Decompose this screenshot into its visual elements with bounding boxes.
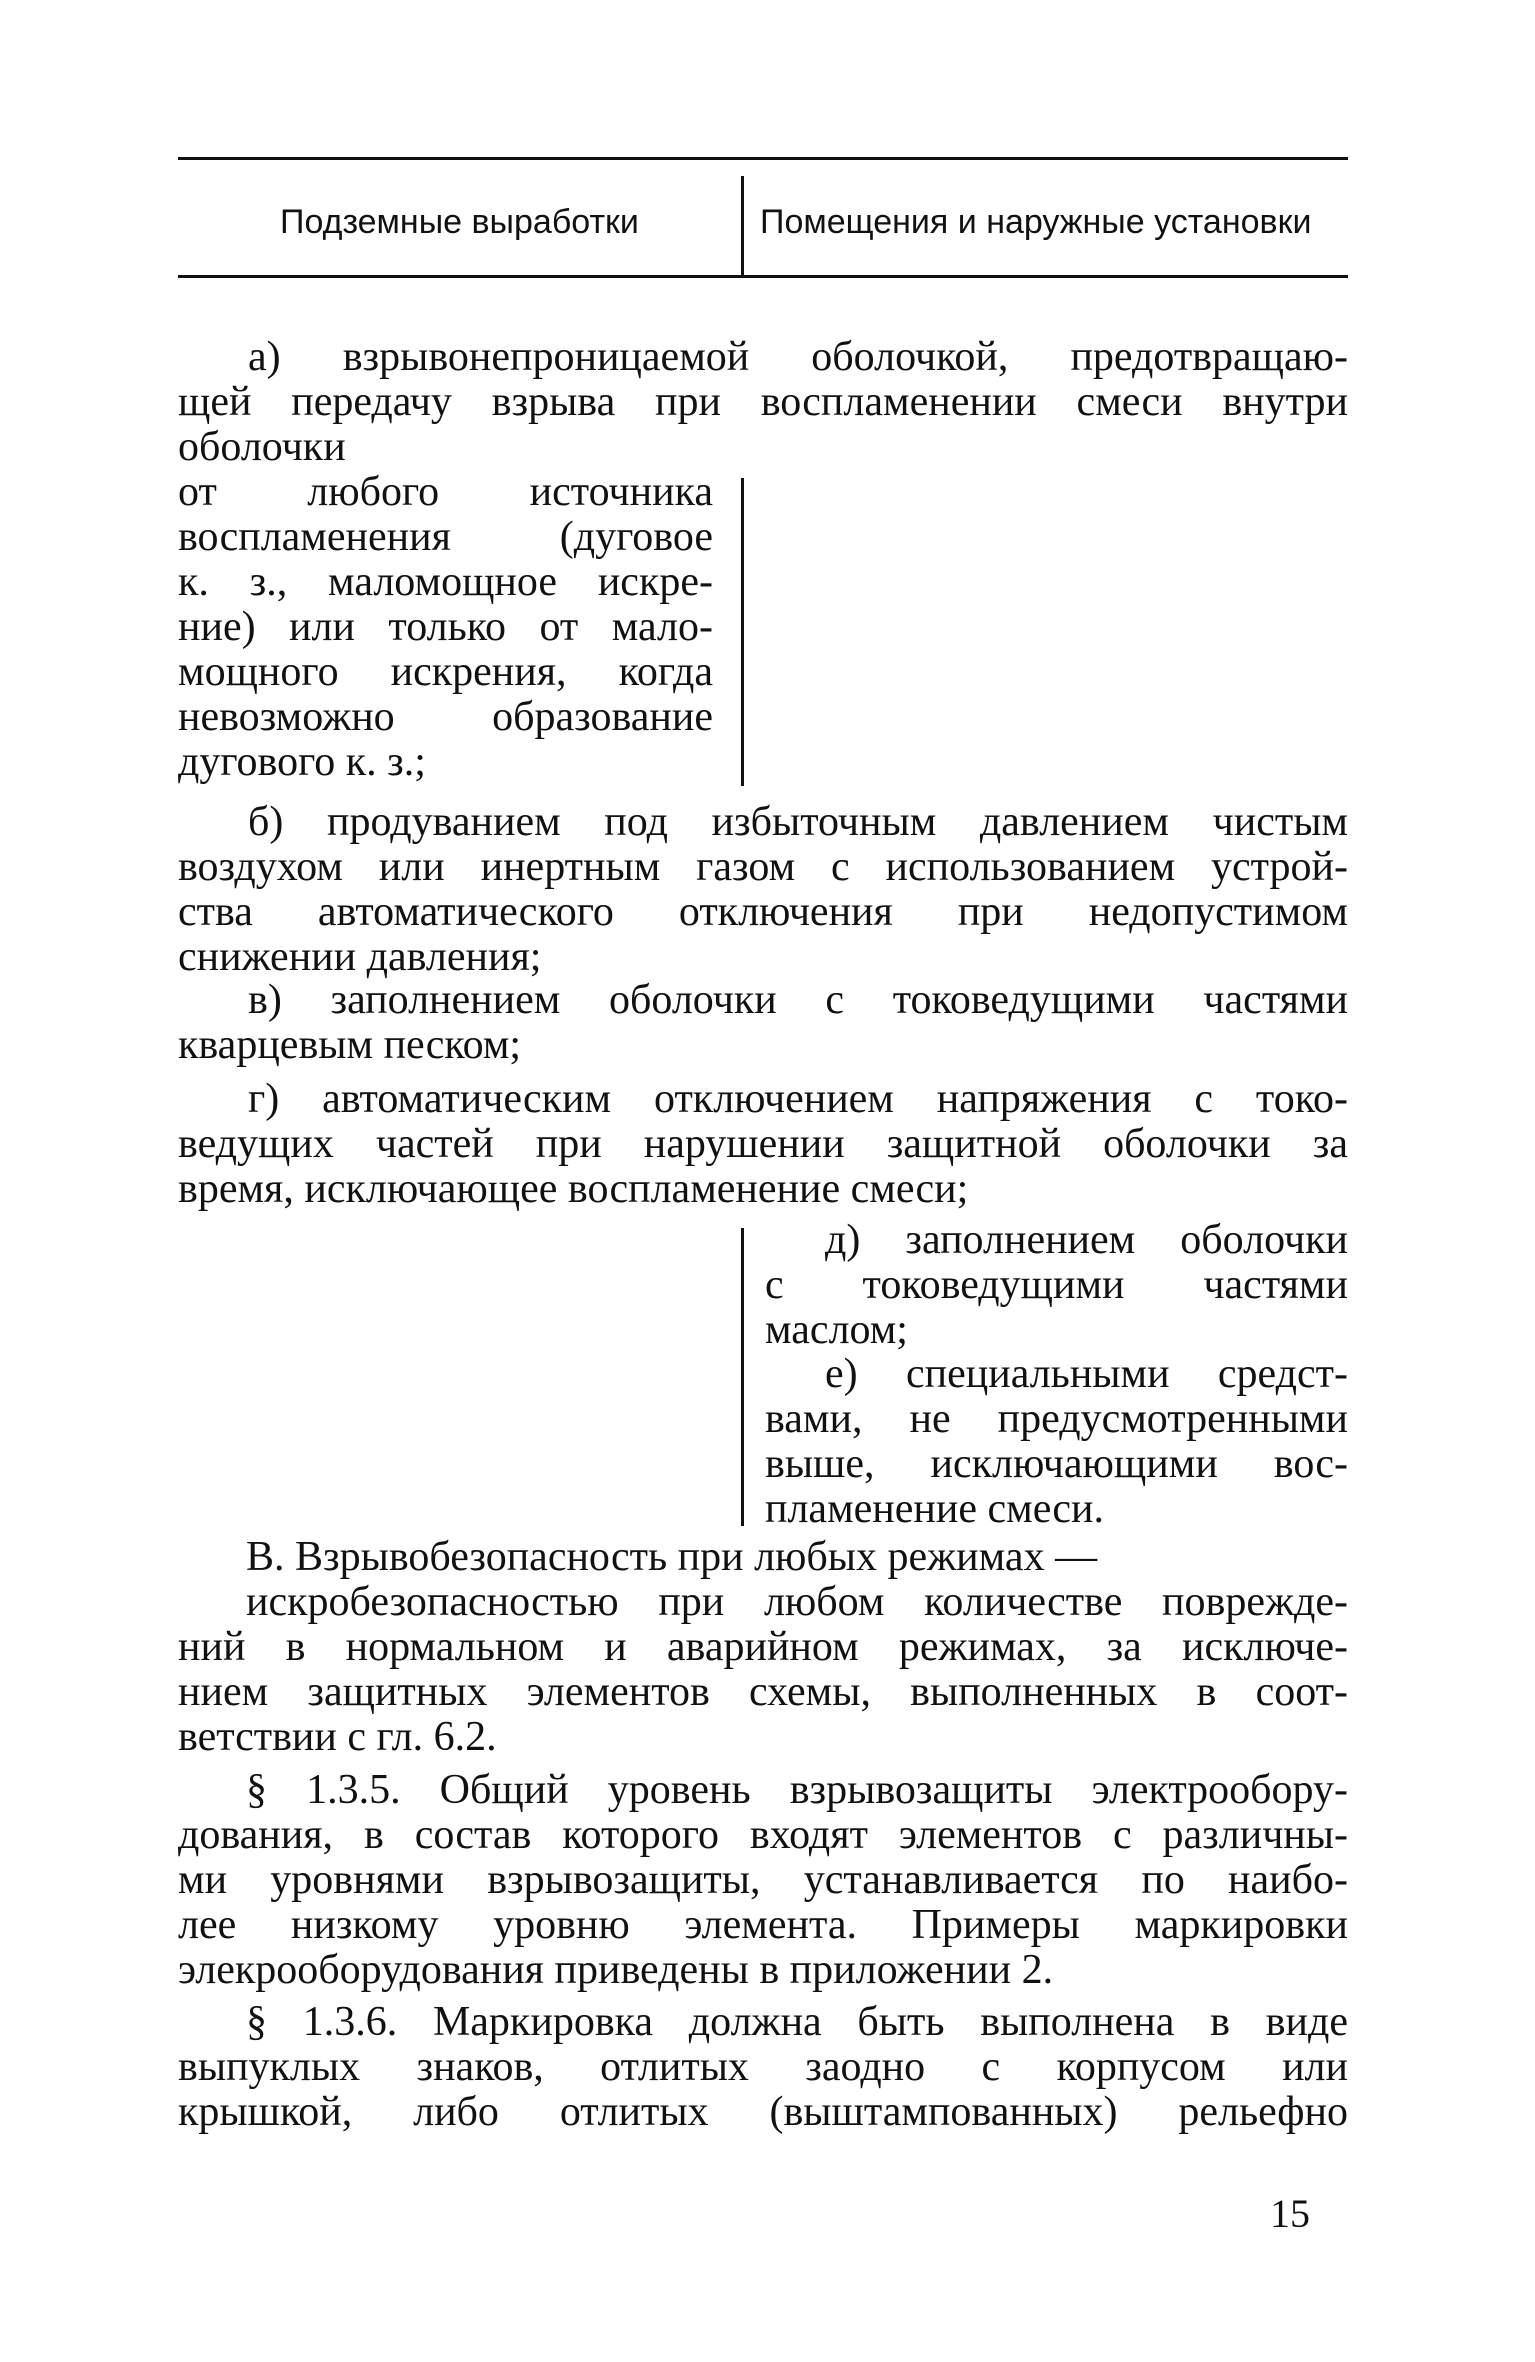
section-v-paragraph — [178, 1535, 1348, 1760]
item-a-line-3: оболочки — [178, 424, 346, 470]
section-v-line-1: В. Взрывобезопасность при любых режимах — — [246, 1534, 1098, 1580]
section-v-line-5: ветствии с гл. 6.2. — [178, 1714, 497, 1760]
item-e-line-1: е) специальными средст- — [825, 1351, 1348, 1397]
item-a-left-line-2: воспламенения (дуговое — [178, 514, 713, 560]
item-v-line-1: в) заполнением оболочки с токоведущими частями — [248, 977, 1348, 1023]
para-135-line-4: лее низкому уровню элемента. Примеры маркировки — [178, 1902, 1348, 1948]
item-b-line-3: ства автоматического отключения при недопустимом — [178, 889, 1348, 935]
item-a-left-line-6: невозможно образование — [178, 694, 713, 740]
para-135-line-3: ми уровнями взрывозащиты, устанавливается по наибо- — [178, 1857, 1348, 1903]
paragraph-1-3-5 — [178, 1768, 1348, 1993]
item-a-left-line-7: дугового к. з.; — [178, 739, 426, 785]
item-g-line-1: г) автоматическим отключением напряжения с токо- — [248, 1076, 1348, 1122]
page-number: 15 — [1270, 2191, 1310, 2236]
header-col-premises: Помещения и наружные установки — [760, 203, 1312, 241]
header-column-divider — [741, 176, 744, 276]
para-136-line-1: § 1.3.6. Маркировка должна быть выполнена в виде — [246, 1999, 1348, 2045]
item-v-line-2: кварцевым песком; — [178, 1022, 522, 1068]
column-divider-rule-2 — [741, 1228, 744, 1526]
item-a-left-line-5: мощного искрения, когда — [178, 649, 713, 695]
item-e-line-3: выше, исключающими вос- — [765, 1441, 1348, 1487]
item-a-line-1: а) взрывонепроницаемой оболочкой, предотвращаю- — [248, 334, 1348, 380]
item-a-left-line-1: от любого источника — [178, 469, 713, 515]
para-135-line-1: § 1.3.5. Общий уровень взрывозащиты электрообору- — [246, 1767, 1348, 1813]
item-b-paragraph — [178, 800, 1348, 980]
item-a-left-line-3: к. з., маломощное искре- — [178, 559, 713, 605]
header-bottom-rule — [178, 275, 1348, 278]
item-d-line-3: маслом; — [765, 1307, 908, 1353]
item-b-line-2: воздухом или инертным газом с использованием устрой- — [178, 844, 1348, 890]
item-d-premises-column — [765, 1218, 1348, 1353]
para-135-line-5: элекрооборудования приведены в приложении 2. — [178, 1947, 1054, 1993]
item-g-line-2: ведущих частей при нарушении защитной оболочки за — [178, 1121, 1348, 1167]
column-divider-rule-1 — [741, 478, 744, 786]
header-col-underground: Подземные выработки — [280, 203, 639, 241]
paragraph-1-3-6 — [178, 2000, 1348, 2135]
section-v-line-4: нием защитных элементов схемы, выполненных в соот- — [178, 1669, 1348, 1715]
item-a-line-2: щей передачу взрыва при воспламенении смеси внутри — [178, 379, 1348, 425]
item-d-line-2: с токоведущими частями — [765, 1262, 1348, 1308]
item-e-line-4: пламенение смеси. — [765, 1486, 1105, 1532]
section-v-line-2: искробезопасностью при любом количестве поврежде- — [246, 1579, 1348, 1625]
para-136-line-3: крышкой, либо отлитых (выштампованных) рельефно — [178, 2089, 1348, 2135]
section-v-line-3: ний в нормальном и аварийном режимах, за исключе- — [178, 1624, 1348, 1670]
item-a-paragraph — [178, 335, 1348, 470]
item-g-paragraph — [178, 1077, 1348, 1212]
item-b-line-1: б) продуванием под избыточным давлением чистым — [248, 799, 1348, 845]
item-v-paragraph — [178, 978, 1348, 1068]
item-g-line-3: время, исключающее воспламенение смеси; — [178, 1166, 969, 1212]
para-135-line-2: дования, в состав которого входят элементов с различны- — [178, 1812, 1348, 1858]
item-a-left-line-4: ние) или только от мало- — [178, 604, 713, 650]
item-e-premises-column — [765, 1352, 1348, 1532]
para-136-line-2: выпуклых знаков, отлитых заодно с корпусом или — [178, 2044, 1348, 2090]
item-d-line-1: д) заполнением оболочки — [825, 1217, 1348, 1263]
item-e-line-2: вами, не предусмотренными — [765, 1396, 1348, 1442]
item-a-underground-column — [178, 470, 713, 785]
item-b-line-4: снижении давления; — [178, 934, 542, 980]
header-top-rule — [178, 157, 1348, 160]
